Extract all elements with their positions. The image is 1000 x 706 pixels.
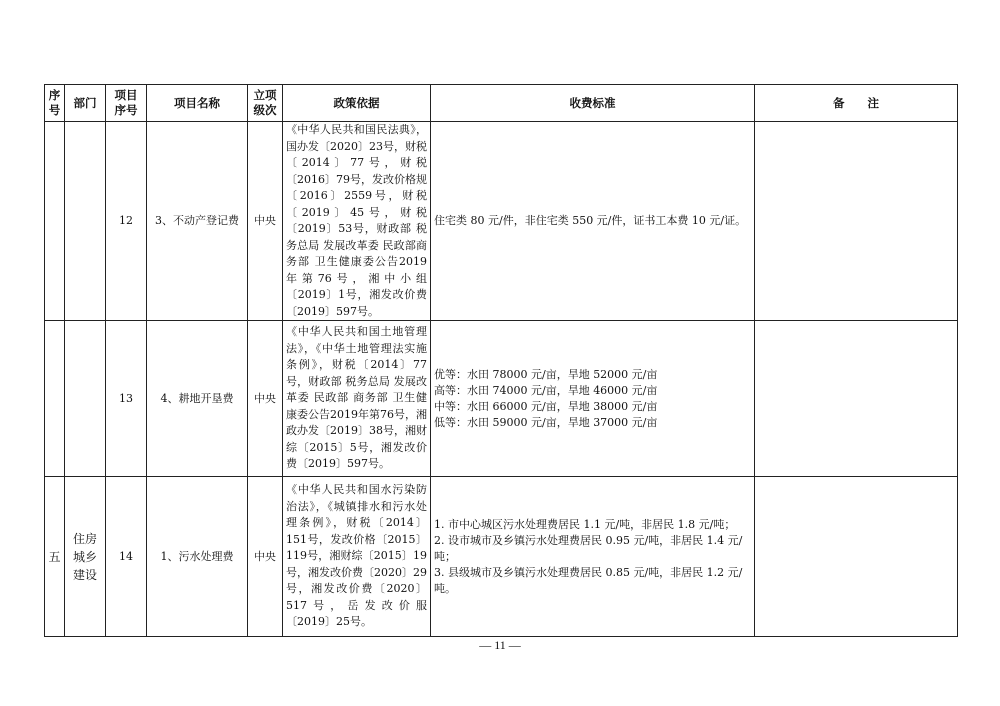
header-dept: 部门 bbox=[65, 85, 106, 122]
cell-item-name: 3、不动产登记费 bbox=[147, 122, 248, 321]
standard-line: 3. 县级城市及乡镇污水处理费居民 0.85 元/吨，非居民 1.2 元/吨。 bbox=[434, 565, 743, 595]
table-row bbox=[45, 122, 958, 321]
dept-line: 住房 bbox=[72, 531, 97, 546]
standard-line: 低等：水田 59000 元/亩，旱地 37000 元/亩 bbox=[434, 415, 658, 429]
cell-level: 中央 bbox=[248, 477, 283, 637]
standard-line: 优等：水田 78000 元/亩，旱地 52000 元/亩 bbox=[434, 367, 658, 381]
table-row bbox=[45, 477, 958, 637]
standard-line: 2. 设市城市及乡镇污水处理费居民 0.95 元/吨，非居民 1.4 元/吨； bbox=[434, 533, 743, 563]
header-seq: 序号 bbox=[45, 85, 65, 122]
cell-level: 中央 bbox=[248, 122, 283, 321]
cell-seq: 五 bbox=[45, 477, 65, 637]
standard-line: 中等：水田 66000 元/亩，旱地 38000 元/亩 bbox=[434, 399, 658, 413]
cell-basis: 《中华人民共和国民法典》，国办发〔2020〕23号，财税〔2014〕77号，财税〔2016〕79号，发改价格规〔2016〕2559号，财税〔2019〕45号，财税〔2019〕53号，财政部 税务总局 发展改革委 民政部商务部 卫生健康委公告2019年第76号，湘中小组〔2019〕1号，湘发改价费〔2019〕597号。 bbox=[283, 122, 431, 321]
header-remark: 备 注 bbox=[755, 85, 958, 122]
fee-table bbox=[44, 84, 958, 637]
cell-item-no: 14 bbox=[106, 477, 147, 637]
cell-dept bbox=[65, 477, 106, 637]
header-basis: 政策依据 bbox=[283, 85, 431, 122]
cell-item-no: 12 bbox=[106, 122, 147, 321]
standard-line: 1. 市中心城区污水处理费居民 1.1 元/吨，非居民 1.8 元/吨； bbox=[434, 517, 736, 531]
header-item-no: 项目序号 bbox=[106, 85, 147, 122]
header-level: 立项级次 bbox=[248, 85, 283, 122]
dept-line: 城乡 bbox=[72, 549, 97, 564]
header-item-name: 项目名称 bbox=[147, 85, 248, 122]
table-header-row bbox=[45, 85, 958, 122]
cell-dept bbox=[65, 122, 106, 321]
standard-line: 住宅类 80 元/件，非住宅类 550 元/件，证书工本费 10 元/证。 bbox=[434, 214, 747, 227]
dept-line: 建设 bbox=[72, 567, 97, 582]
cell-standard bbox=[431, 321, 755, 477]
cell-basis: 《中华人民共和国土地管理法》，《中华土地管理法实施条例》，财税〔2014〕77号，财政部 税务总局 发展改革委 民政部 商务部 卫生健康委公告2019年第76号，湘政办发〔2019〕38号，湘财综〔2015〕5号，湘发改价费〔2019〕597号。 bbox=[283, 321, 431, 477]
cell-level: 中央 bbox=[248, 321, 283, 477]
cell-remark bbox=[755, 321, 958, 477]
cell-standard bbox=[431, 477, 755, 637]
cell-seq bbox=[45, 122, 65, 321]
cell-standard bbox=[431, 122, 755, 321]
header-standard: 收费标准 bbox=[431, 85, 755, 122]
cell-item-name: 1、污水处理费 bbox=[147, 477, 248, 637]
cell-basis: 《中华人民共和国水污染防治法》，《城镇排水和污水处理条例》，财税〔2014〕151号，发改价格〔2015〕119号，湘财综〔2015〕19号，湘发改价费〔2020〕29号，湘发改价费〔2020〕517号，岳发改价服〔2019〕25号。 bbox=[283, 477, 431, 637]
table-row bbox=[45, 321, 958, 477]
standard-line: 高等：水田 74000 元/亩，旱地 46000 元/亩 bbox=[434, 383, 658, 397]
cell-item-name: 4、耕地开垦费 bbox=[147, 321, 248, 477]
page-number: — 11 — bbox=[479, 638, 521, 652]
cell-seq bbox=[45, 321, 65, 477]
cell-dept bbox=[65, 321, 106, 477]
cell-remark bbox=[755, 477, 958, 637]
cell-item-no: 13 bbox=[106, 321, 147, 477]
cell-remark bbox=[755, 122, 958, 321]
